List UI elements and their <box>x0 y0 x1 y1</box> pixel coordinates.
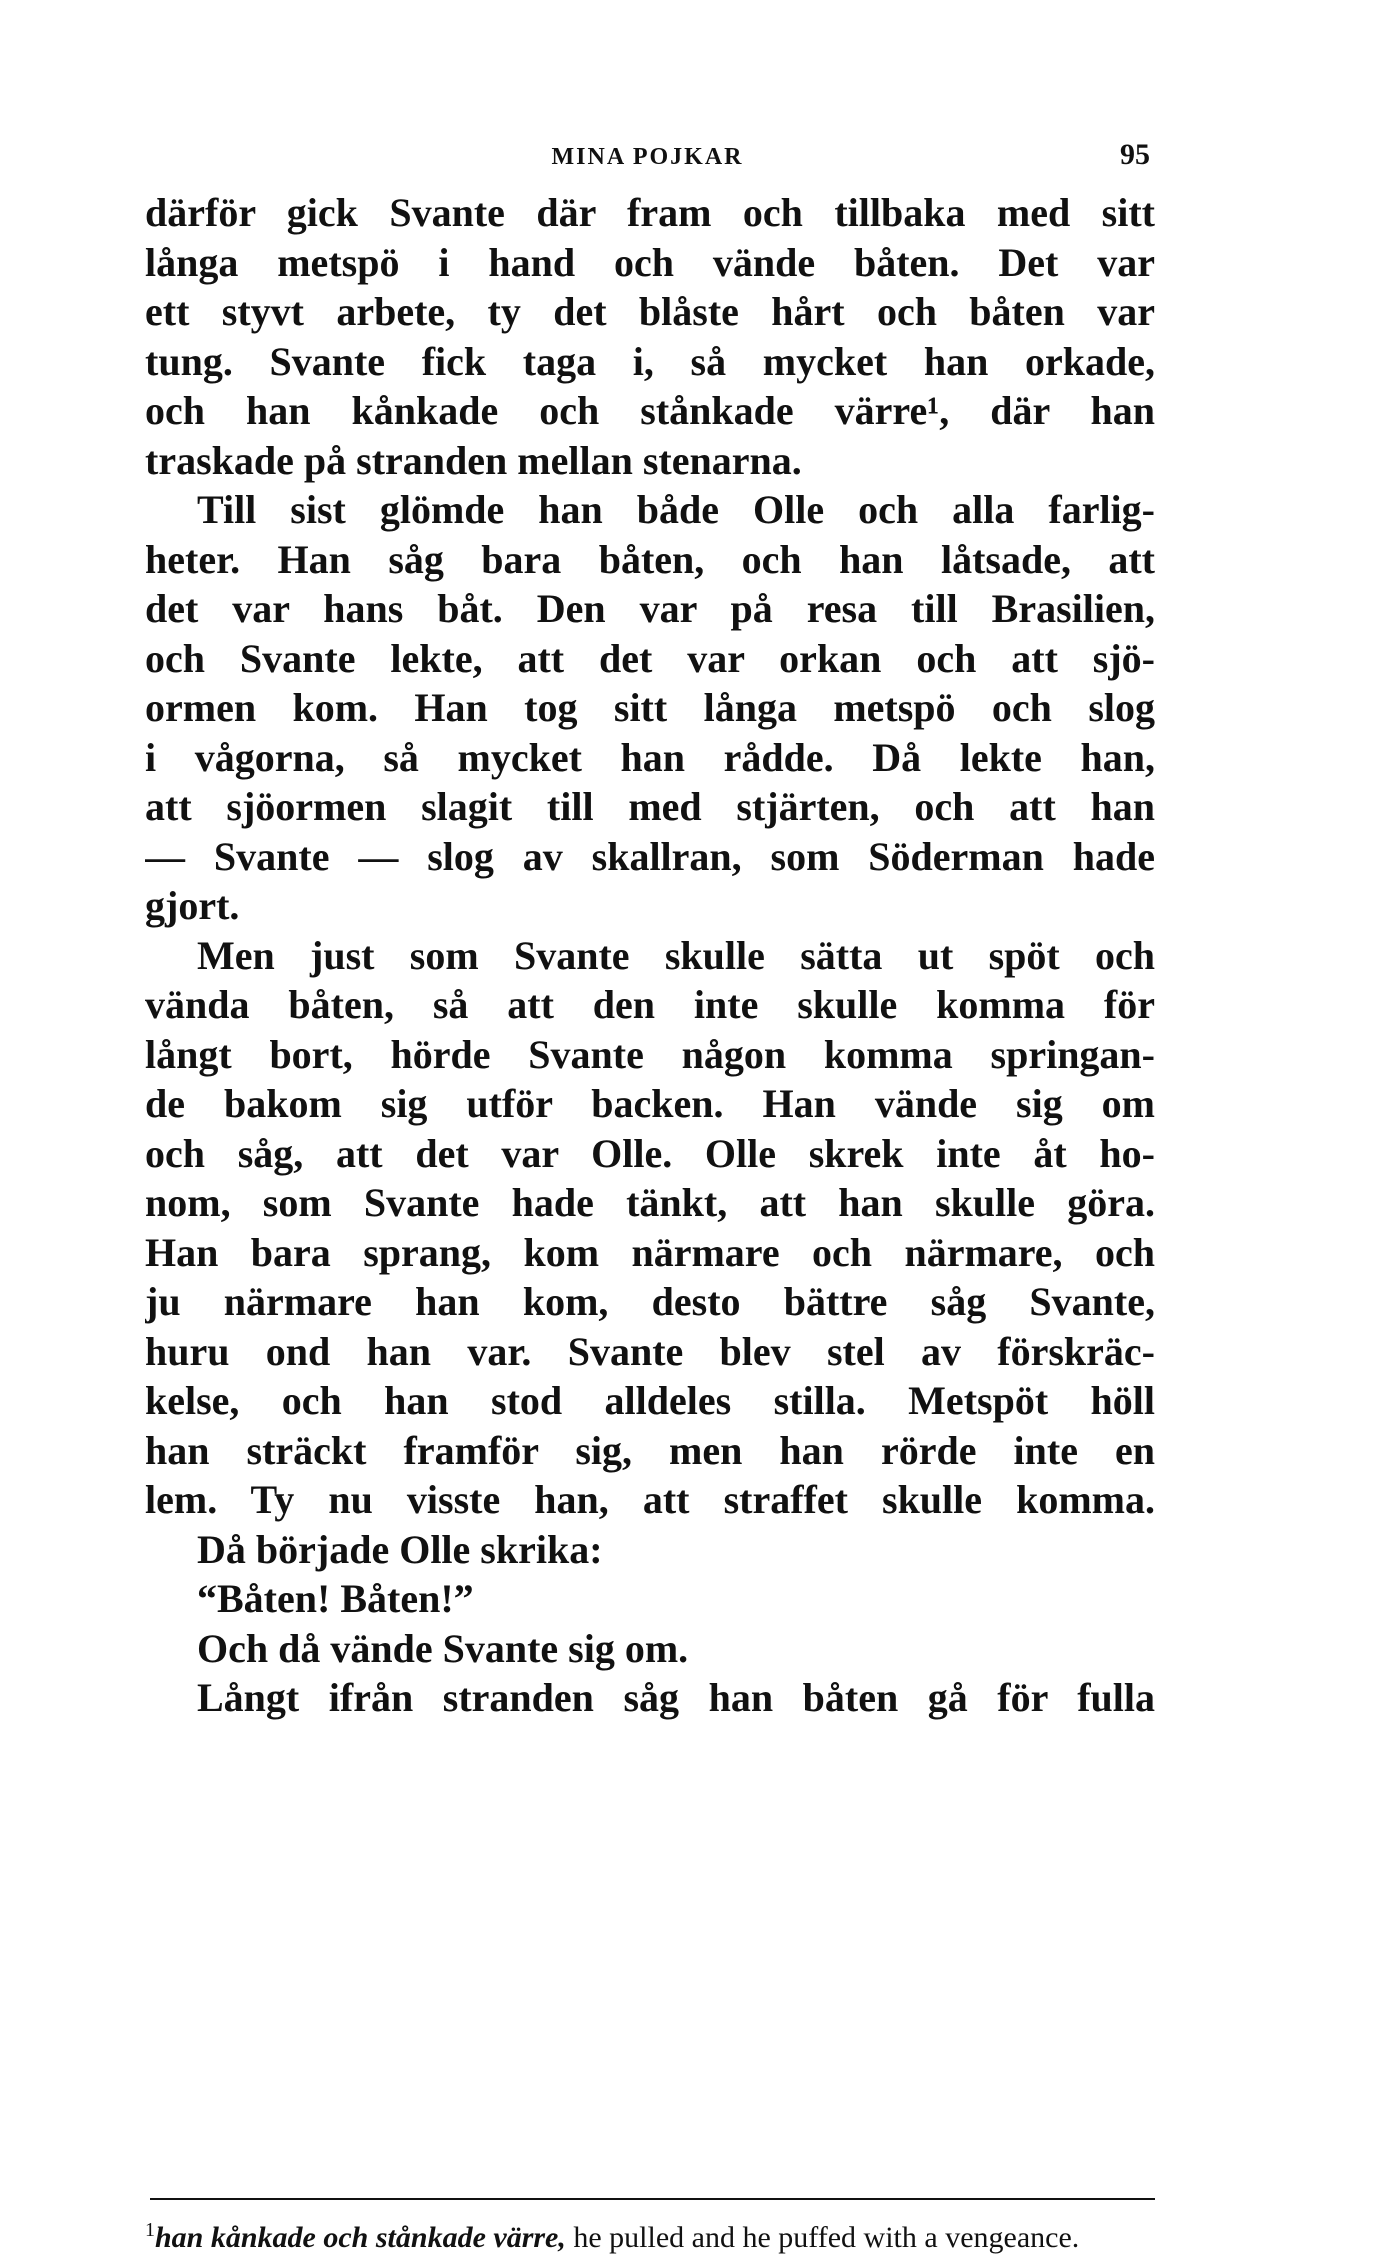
text-line: Han bara sprang, kom närmare och närmare, och <box>145 1229 1155 1275</box>
footnote <box>145 2216 1155 2260</box>
text-line: det var hans båt. Den var på resa till Brasilien, <box>145 586 1155 631</box>
text-line: “Båten! Båten!” <box>197 1576 474 1621</box>
text-line: lem. Ty nu visste han, att straffet skulle komma. <box>145 1477 1155 1522</box>
text-line: och såg, att det var Olle. Olle skrek inte åt ho- <box>145 1130 1155 1176</box>
text-line: Långt ifrån stranden såg han båten gå för fulla <box>197 1675 1155 1720</box>
text-line: tung. Svante fick taga i, så mycket han orkade, <box>145 338 1155 384</box>
text-line: gjort. <box>145 883 240 928</box>
body-text <box>145 188 1155 1723</box>
text-line: ju närmare han kom, desto bättre såg Svante, <box>145 1279 1155 1324</box>
text-line: — Svante — slog av skallran, som Söderman hade <box>145 833 1155 879</box>
text-line: i vågorna, så mycket han rådde. Då lekte han, <box>145 734 1155 780</box>
text-line: därför gick Svante där fram och tillbaka med sitt <box>145 190 1155 235</box>
text-line: huru ond han var. Svante blev stel av förskräc- <box>145 1328 1155 1374</box>
text-line: nom, som Svante hade tänkt, att han skulle göra. <box>145 1180 1155 1225</box>
text-line: Till sist glömde han både Olle och alla farlig- <box>197 487 1155 532</box>
footnote-translation: he pulled and he puffed with a vengeance. <box>565 2221 1080 2254</box>
text-line: och han kånkade och stånkade värre¹, där han <box>145 388 1155 433</box>
running-head: MINA POJKAR <box>551 144 744 170</box>
text-line: Och då vände Svante sig om. <box>197 1625 689 1671</box>
text-line: att sjöormen slagit till med stjärten, och att han <box>145 784 1155 829</box>
footnote-rule <box>150 2198 1155 2200</box>
text-line: ett styvt arbete, ty det blåste hårt och båten var <box>145 289 1155 334</box>
footnote-marker: 1 <box>145 2219 155 2241</box>
text-line: och Svante lekte, att det var orkan och att sjö- <box>145 635 1155 681</box>
text-line: långa metspö i hand och vände båten. Det var <box>145 239 1155 285</box>
text-line: långt bort, hörde Svante någon komma springan- <box>145 1031 1155 1077</box>
text-line: traskade på stranden mellan stenarna. <box>145 437 802 483</box>
page-number: 95 <box>1120 138 1150 171</box>
text-line: vända båten, så att den inte skulle komma för <box>145 982 1155 1027</box>
text-line: kelse, och han stod alldeles stilla. Metspöt höll <box>145 1378 1155 1423</box>
text-line: Men just som Svante skulle sätta ut spöt och <box>197 932 1155 978</box>
page-header <box>145 138 1150 178</box>
text-line: han sträckt framför sig, men han rörde inte en <box>145 1427 1155 1473</box>
text-line: de bakom sig utför backen. Han vände sig om <box>145 1081 1155 1126</box>
text-line: heter. Han såg bara båten, och han låtsade, att <box>145 536 1155 582</box>
text-line: ormen kom. Han tog sitt långa metspö och slog <box>145 685 1155 730</box>
footnote-italic: han kånkade och stånkade värre, <box>155 2221 566 2254</box>
text-line: Då började Olle skrika: <box>197 1526 603 1572</box>
